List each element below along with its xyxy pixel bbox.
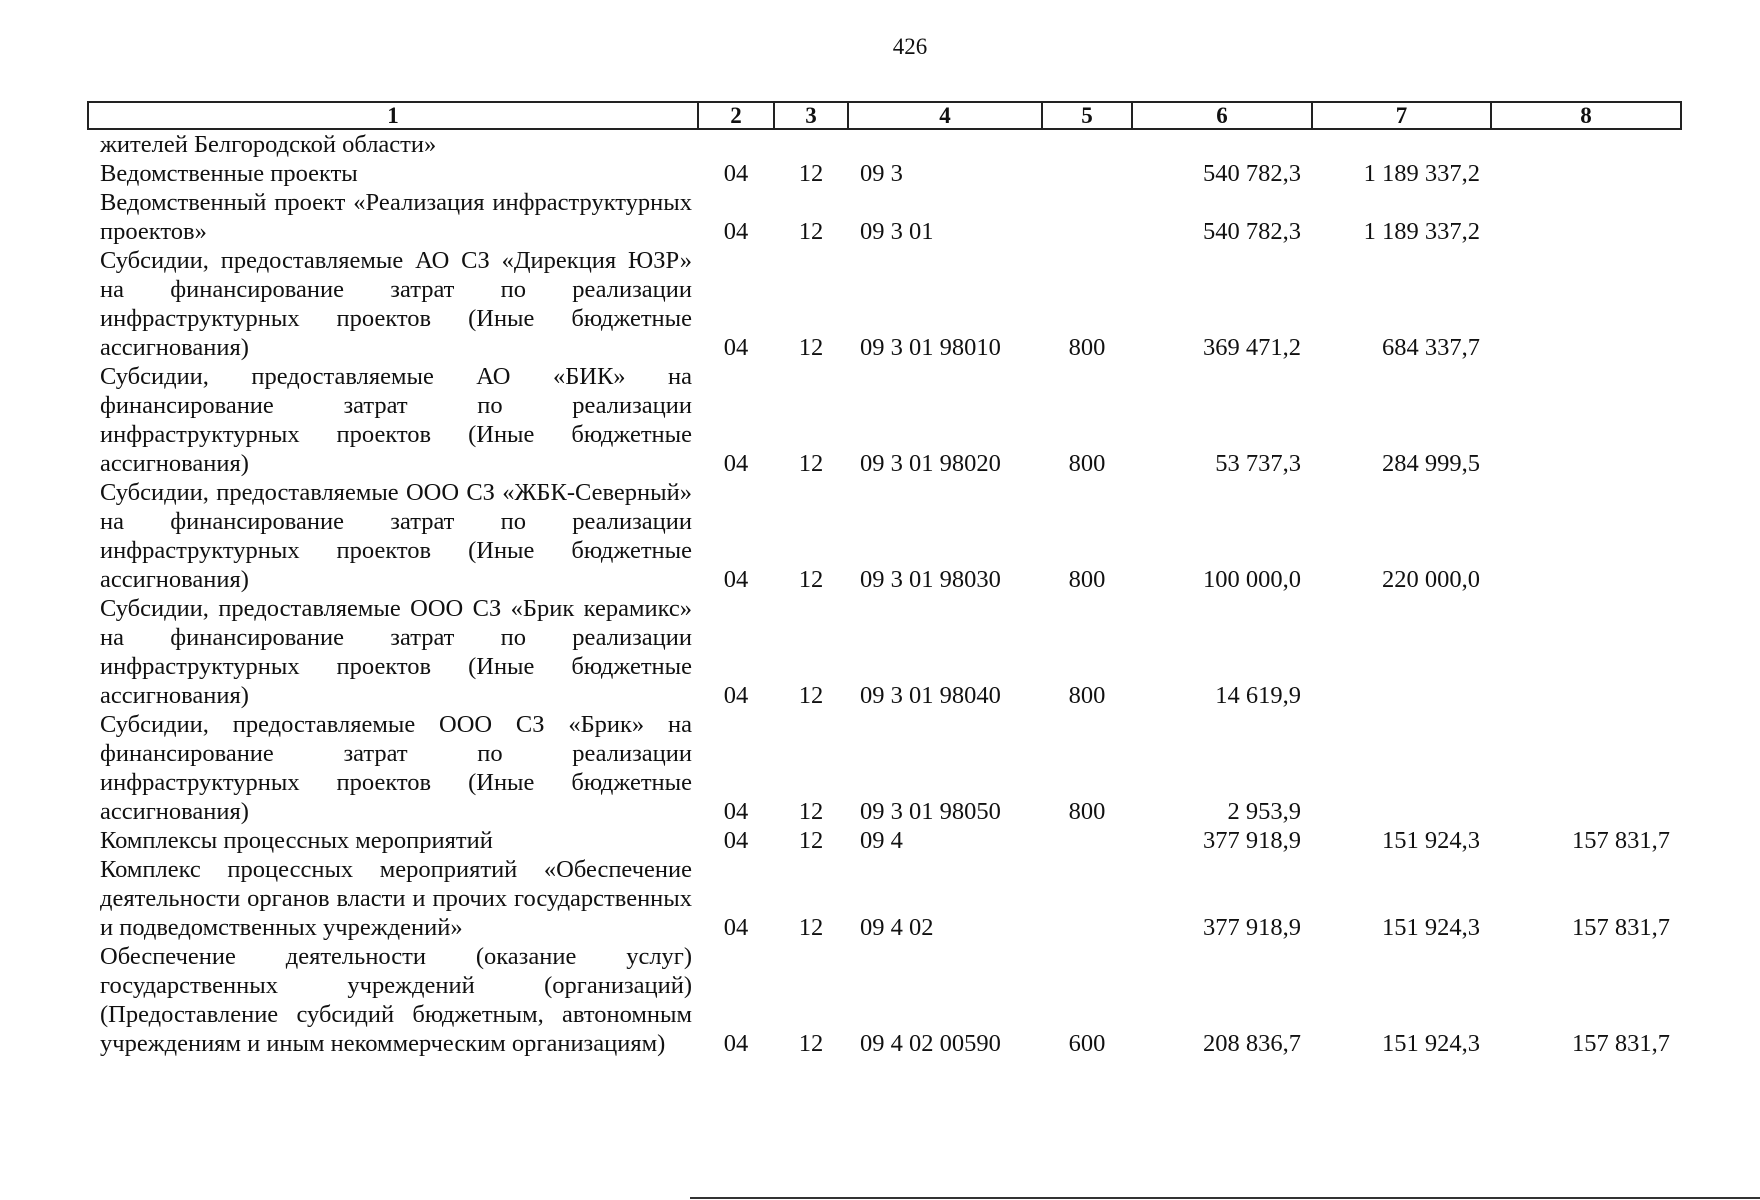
amount-col7-cell: 284 999,5 (1382, 450, 1480, 477)
amount-col8-cell (1491, 129, 1681, 159)
subsection-code-cell: 12 (798, 798, 824, 825)
amount-col7-cell (1312, 594, 1491, 710)
column-header: 1 (88, 102, 698, 129)
section-code-cell: 04 (723, 566, 749, 593)
table-row (88, 159, 1681, 188)
amount-col7-cell: 220 000,0 (1382, 566, 1480, 593)
table-row (88, 710, 1681, 826)
section-code-cell: 04 (723, 450, 749, 477)
amount-col6-cell (1132, 129, 1312, 159)
subsection-code-cell (774, 129, 848, 159)
subsection-code-cell: 12 (798, 566, 824, 593)
row-name-cell: Комплекс процессных мероприятий «Обеспечение деятельности органов власти и прочих государственных и подведомственных учреждений» (100, 856, 692, 941)
section-code-cell: 04 (723, 160, 749, 187)
expense-type-cell: 800 (1068, 450, 1106, 477)
expense-type-cell (1042, 129, 1132, 159)
subsection-code-cell: 12 (798, 450, 824, 477)
table-body (88, 129, 1681, 1058)
row-name-cell: Ведомственный проект «Реализация инфраструктурных проектов» (100, 189, 692, 245)
section-code-cell: 04 (723, 334, 749, 361)
table-row (88, 826, 1681, 855)
row-name-cell: Субсидии, предоставляемые АО СЗ «Дирекция ЮЗР» на финансирование затрат по реализации инфраструктурных проектов (Иные бюджетные ассигнования) (100, 247, 692, 361)
row-name-cell: Субсидии, предоставляемые ООО СЗ «Брик керамикс» на финансирование затрат по реализации инфраструктурных проектов (Иные бюджетные ассигнования) (100, 595, 692, 709)
target-article-cell: 09 3 01 (860, 218, 934, 245)
column-header: 2 (698, 102, 774, 129)
column-header: 5 (1042, 102, 1132, 129)
amount-col6-cell: 540 782,3 (1203, 160, 1301, 187)
amount-col8-cell: 157 831,7 (1572, 827, 1670, 854)
amount-col6-cell: 377 918,9 (1203, 827, 1301, 854)
row-name-cell: жителей Белгородской области» (100, 131, 437, 158)
row-name-cell: Субсидии, предоставляемые ООО СЗ «Брик» на финансирование затрат по реализации инфраструктурных проектов (Иные бюджетные ассигнования) (100, 711, 692, 825)
expense-type-cell: 800 (1068, 682, 1106, 709)
section-code-cell: 04 (723, 1030, 749, 1057)
target-article-cell (848, 129, 1042, 159)
expense-type-cell (1042, 159, 1132, 188)
table-row (88, 942, 1681, 1058)
amount-col7-cell (1312, 710, 1491, 826)
section-code-cell: 04 (723, 798, 749, 825)
section-code-cell: 04 (723, 218, 749, 245)
target-article-cell: 09 3 01 98020 (860, 450, 1001, 477)
amount-col8-cell (1491, 159, 1681, 188)
row-name-cell: Субсидии, предоставляемые ООО СЗ «ЖБК-Северный» на финансирование затрат по реализации инфраструктурных проектов (Иные бюджетные ассигнования) (100, 479, 692, 593)
table-row (88, 129, 1681, 159)
amount-col8-cell (1491, 188, 1681, 246)
table-header (88, 102, 1681, 129)
amount-col8-cell (1491, 594, 1681, 710)
section-code-cell: 04 (723, 827, 749, 854)
subsection-code-cell: 12 (798, 914, 824, 941)
amount-col6-cell: 100 000,0 (1203, 566, 1301, 593)
amount-col8-cell (1491, 478, 1681, 594)
amount-col7-cell: 1 189 337,2 (1363, 218, 1480, 245)
section-code-cell: 04 (723, 914, 749, 941)
amount-col8-cell (1491, 246, 1681, 362)
target-article-cell: 09 3 (860, 160, 903, 187)
table-row (88, 246, 1681, 362)
target-article-cell: 09 3 01 98040 (860, 682, 1001, 709)
expense-type-cell: 800 (1068, 798, 1106, 825)
expense-type-cell: 800 (1068, 566, 1106, 593)
amount-col6-cell: 208 836,7 (1203, 1030, 1301, 1057)
section-code-cell: 04 (723, 682, 749, 709)
page-number: 426 (892, 34, 928, 59)
target-article-cell: 09 3 01 98030 (860, 566, 1001, 593)
expense-type-cell: 600 (1068, 1030, 1106, 1057)
row-name-cell: Комплексы процессных мероприятий (100, 827, 493, 854)
amount-col6-cell: 369 471,2 (1203, 334, 1301, 361)
bottom-divider (690, 1197, 1760, 1199)
expense-type-cell (1042, 855, 1132, 942)
amount-col6-cell: 540 782,3 (1203, 218, 1301, 245)
row-name-cell: Обеспечение деятельности (оказание услуг) государственных учреждений (организаций) (Предоставление субсидий бюджетным, автономным учреждениям и иным некоммерческим организациям) (100, 943, 692, 1057)
table-row (88, 855, 1681, 942)
column-header: 3 (774, 102, 848, 129)
row-name-cell: Ведомственные проекты (100, 160, 358, 187)
amount-col7-cell: 151 924,3 (1382, 827, 1480, 854)
amount-col6-cell: 377 918,9 (1203, 914, 1301, 941)
column-header: 6 (1132, 102, 1312, 129)
budget-table (87, 101, 1682, 1058)
expense-type-cell (1042, 826, 1132, 855)
header-row (88, 102, 1681, 129)
amount-col7-cell: 684 337,7 (1382, 334, 1480, 361)
table-row (88, 188, 1681, 246)
amount-col8-cell: 157 831,7 (1572, 914, 1670, 941)
amount-col8-cell: 157 831,7 (1572, 1030, 1670, 1057)
amount-col7-cell: 1 189 337,2 (1363, 160, 1480, 187)
target-article-cell: 09 4 (860, 827, 903, 854)
amount-col6-cell: 14 619,9 (1215, 682, 1301, 709)
table-row (88, 594, 1681, 710)
target-article-cell: 09 4 02 (860, 914, 934, 941)
table-row (88, 478, 1681, 594)
subsection-code-cell: 12 (798, 160, 824, 187)
target-article-cell: 09 3 01 98050 (860, 798, 1001, 825)
table-row (88, 362, 1681, 478)
target-article-cell: 09 4 02 00590 (860, 1030, 1001, 1057)
amount-col7-cell: 151 924,3 (1382, 1030, 1480, 1057)
row-name-cell: Субсидии, предоставляемые АО «БИК» на финансирование затрат по реализации инфраструктурных проектов (Иные бюджетные ассигнования) (100, 363, 692, 477)
subsection-code-cell: 12 (798, 1030, 824, 1057)
column-header: 8 (1491, 102, 1681, 129)
section-code-cell (698, 129, 774, 159)
subsection-code-cell: 12 (798, 827, 824, 854)
column-header: 4 (848, 102, 1042, 129)
amount-col6-cell: 2 953,9 (1227, 798, 1301, 825)
subsection-code-cell: 12 (798, 334, 824, 361)
amount-col7-cell: 151 924,3 (1382, 914, 1480, 941)
expense-type-cell: 800 (1068, 334, 1106, 361)
amount-col8-cell (1491, 710, 1681, 826)
amount-col6-cell: 53 737,3 (1215, 450, 1301, 477)
subsection-code-cell: 12 (798, 682, 824, 709)
expense-type-cell (1042, 188, 1132, 246)
column-header: 7 (1312, 102, 1491, 129)
target-article-cell: 09 3 01 98010 (860, 334, 1001, 361)
amount-col8-cell (1491, 362, 1681, 478)
subsection-code-cell: 12 (798, 218, 824, 245)
amount-col7-cell (1312, 129, 1491, 159)
